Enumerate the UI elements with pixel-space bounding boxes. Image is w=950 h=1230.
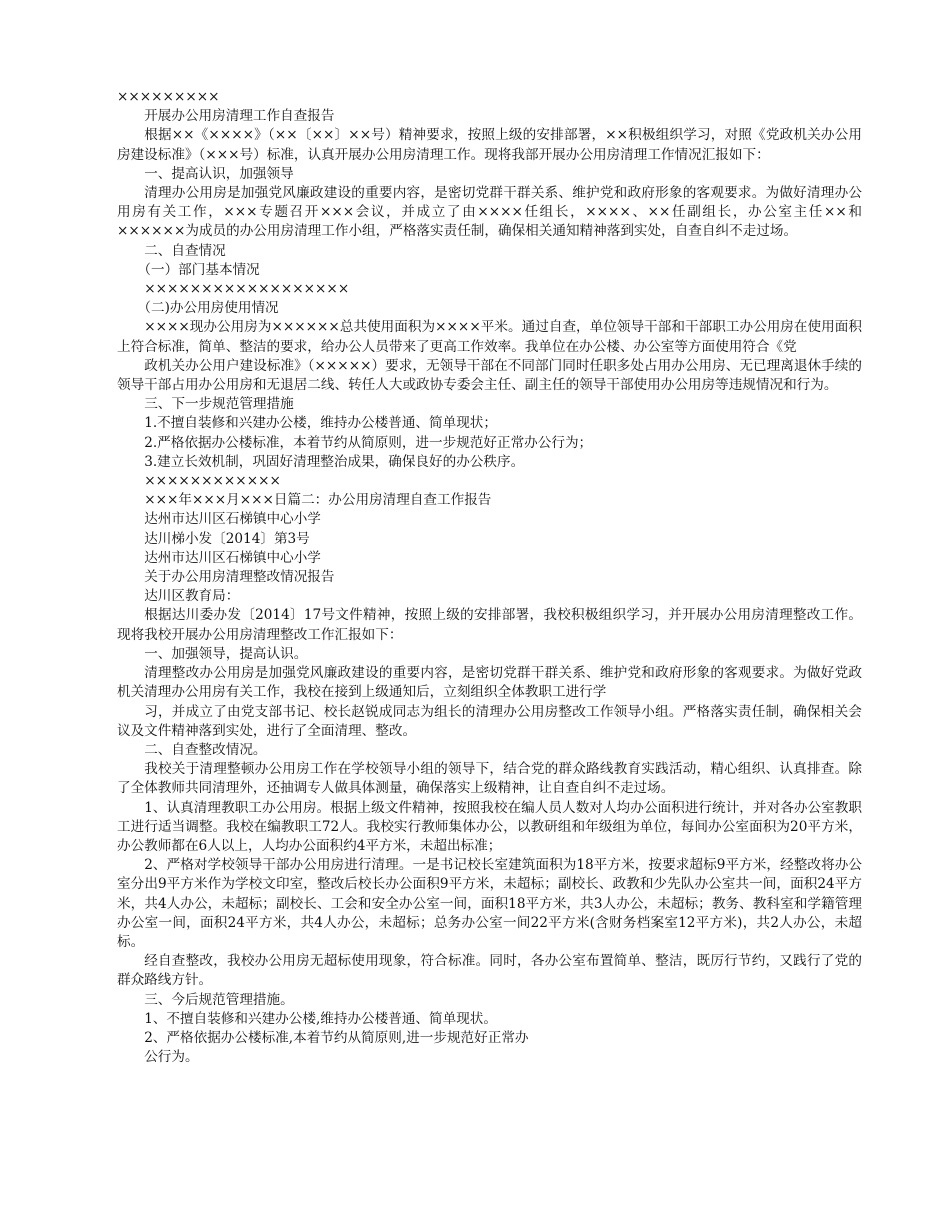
recipient: 达川区教育局： — [144, 588, 240, 605]
date-line: ×××年×××月×××日篇二：办公用房清理自查工作报告 — [144, 492, 492, 509]
organization-name: 达州市达川区石梯镇中心小学 — [144, 549, 321, 566]
subsection-heading: （二)办公用房使用情况 — [137, 300, 279, 317]
paragraph: ××××现办公用房为××××××总共使用面积为××××平米。通过自查，单位领导干部和干部职工办公用房在使用面积上符合标准，简单、整洁的要求，给办公人员带来了更高工作效率。我单位在办公楼、办公室等方面使用符合《党 — [117, 319, 862, 355]
document-header-mark: ××××××××× — [117, 89, 220, 105]
section-heading: 二、自查整改情况。 — [144, 741, 267, 758]
paragraph: 清理整改办公用房是加强党风廉政建设的重要内容，是密切党群干群关系、维护党和政府形象的客观要求。为做好党政机关清理办公用房有关工作，我校在接到上级通知后，立刻组织全体教职工进行学 — [117, 665, 862, 701]
paragraph: 根据××《××××》（××〔××〕××号）精神要求，按照上级的安排部署，××积极组织学习，对照《党政机关办公用房建设标准》（×××号）标准，认真开展办公用房清理工作。现将我部开展办公用房清理工作情况汇报如下： — [117, 127, 862, 163]
organization-name: 达州市达川区石梯镇中心小学 — [144, 511, 321, 528]
section-heading: 三、下一步规范管理措施 — [144, 396, 294, 413]
paragraph: ×××××××××××××××××× — [144, 281, 350, 298]
section-heading: 一、加强领导，提高认识。 — [144, 645, 308, 662]
report-title: 开展办公用房清理工作自查报告 — [144, 108, 335, 125]
section-heading: 二、自查情况 — [144, 242, 226, 259]
report-title: 关于办公用房清理整改情况报告 — [144, 569, 335, 586]
paragraph: 政机关办公用户建设标准》（×××××）要求，无领导干部在不同部门同时任职多处占用办公用房、无已理离退休手续的领导干部占用办公用房和无退居二线、转任人大或政协专委会主任、副主任的领导干部使用办公用房等违规情况和行为。 — [117, 357, 862, 394]
list-item: 1、不擅自装修和兴建办公楼,维持办公楼普通、简单现状。 — [144, 1010, 497, 1027]
list-item: 2.严格依据办公楼标准，本着节约从简原则，进一步规范好正常办公行为； — [144, 434, 593, 451]
paragraph: 2、严格对学校领导干部办公用房进行清理。一是书记校长室建筑面积为18平方米，按要求超标9平方米，经整改将办公室分出9平方米作为学校文印室，整改后校长办公面积9平方米，未超标；副校长、政教和少先队办公室共一间，面积24平方米，共4人办公，未超标；副校长、工会和安全办公室一间，面积18平方米，共3人办公，未超标；教务、教科室和学籍管理办公室一间，面积24平方米，共4人办公，未超标；总务办公室一间22平方米(含财务档案室12平方米)，共2人办公，未超标。 — [117, 857, 862, 950]
section-heading: 一、提高认识，加强领导 — [144, 165, 294, 182]
paragraph: 根据达川委办发〔2014〕17号文件精神，按照上级的安排部署，我校积极组织学习，并开展办公用房清理整改工作。现将我校开展办公用房清理整改工作汇报如下： — [117, 607, 862, 643]
list-item-continuation: 公行为。 — [144, 1049, 199, 1066]
document-number: 达川梯小发〔2014〕第3号 — [144, 530, 310, 547]
list-item: 2、严格依据办公楼标准,本着节约从简原则,进一步规范好正常办 — [144, 1029, 529, 1046]
signature-placeholder: ×××××××××××× — [144, 473, 281, 490]
list-item: 1.不擅自装修和兴建办公楼，维持办公楼普通、简单现状； — [144, 415, 497, 432]
paragraph: 清理办公用房是加强党风廉政建设的重要内容，是密切党群干群关系、维护党和政府形象的客观要求。为做好清理办公用房有关工作，×××专题召开×××会议，并成立了由××××任组长，××××、××任副组长，办公室主任××和××××××为成员的办公用房清理工作小组，严格落实责任制，确保相关通知精神落到实处，自查自纠不走过场。 — [117, 185, 862, 240]
list-item: 3.建立长效机制，巩固好清理整治成果，确保良好的办公秩序。 — [144, 453, 525, 470]
section-heading: 三、今后规范管理措施。 — [144, 991, 294, 1008]
paragraph: 经自查整改，我校办公用房无超标使用现象，符合标准。同时，各办公室布置简单、整洁，既厉行节约，又践行了党的群众路线方针。 — [117, 953, 862, 989]
paragraph: 1、认真清理教职工办公用房。根据上级文件精神，按照我校在编人员人数对人均办公面积进行统计，并对各办公室教职工进行适当调整。我校在编教职工72人。我校实行教师集体办公，以教研组和年级组为单位，每间办公室面积为20平方米，办公教师都在6人以上，人均办公面积约4平方米，未超出标准； — [117, 799, 862, 854]
paragraph: 习，并成立了由党支部书记、校长赵锐成同志为组长的清理办公用房整改工作领导小组。严格落实责任制，确保相关会议及文件精神落到实处，进行了全面清理、整改。 — [117, 703, 862, 739]
subsection-heading: （一）部门基本情况 — [137, 261, 260, 278]
paragraph: 我校关于清理整顿办公用房工作在学校领导小组的领导下，结合党的群众路线教育实践活动，精心组织、认真排查。除了全体教师共同清理外，还抽调专人做具体测量，确保落实上级精神，让自查自纠不走过场。 — [117, 761, 862, 797]
